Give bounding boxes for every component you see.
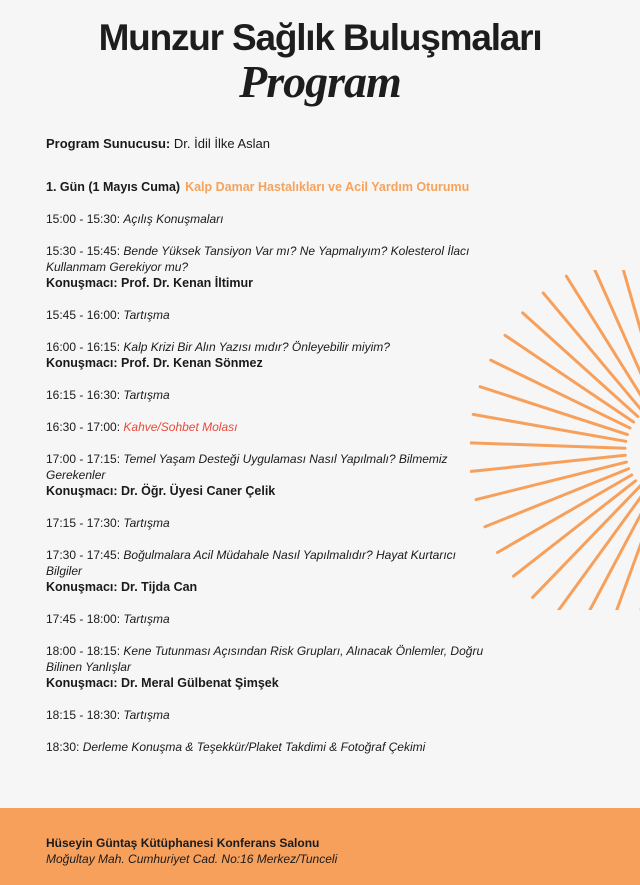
item-time: 18:00 - 18:15: [46, 644, 121, 658]
schedule-item [46, 387, 486, 403]
sunburst-ray [555, 490, 640, 610]
item-time: 17:30 - 17:45: [46, 548, 121, 562]
sunburst-ray [470, 443, 625, 448]
item-title: Açılış Konuşmaları [123, 212, 224, 226]
presenter-line [46, 136, 270, 152]
item-time: 16:30 - 17:00: [46, 420, 121, 434]
item-title: Bende Yüksek Tansiyon Var mı? Ne Yapmalıyım? Kolesterol İlacı Kullanmam Gerekiyor mu? [46, 244, 470, 274]
schedule-item [46, 515, 486, 531]
day-heading [46, 179, 469, 195]
item-time: 16:15 - 16:30: [46, 388, 121, 402]
item-speaker: Konuşmacı: Dr. Tijda Can [46, 580, 198, 594]
item-title-break: Kahve/Sohbet Molası [123, 420, 238, 434]
schedule-item [46, 211, 486, 227]
page-subtitle: Program [239, 56, 401, 107]
schedule-item [46, 707, 486, 723]
schedule-item [46, 419, 486, 435]
item-time: 17:00 - 17:15: [46, 452, 121, 466]
item-title: Kalp Krizi Bir Alın Yazısı mıdır? Önleyebilir miyim? [123, 340, 390, 354]
sunburst-ray [605, 497, 640, 610]
presenter-name: Dr. İdil İlke Aslan [173, 136, 270, 151]
item-title: Kene Tutunması Açısından Risk Grupları, Alınacak Önlemler, Doğru Bilinen Yanlışlar [46, 644, 484, 674]
item-time: 15:45 - 16:00: [46, 308, 121, 322]
schedule-item [46, 339, 486, 371]
venue-name: Hüseyin Güntaş Kütüphanesi Konferans Salonu [46, 836, 320, 850]
item-title: Temel Yaşam Desteği Uygulaması Nasıl Yapılmalı? Bilmemiz Gerekenler [46, 452, 448, 482]
item-time: 15:30 - 15:45: [46, 244, 121, 258]
schedule-item [46, 547, 486, 595]
item-title: Boğulmalara Acil Müdahale Nasıl Yapılmalıdır? Hayat Kurtarıcı Bilgiler [46, 548, 457, 578]
item-speaker: Konuşmacı: Dr. Öğr. Üyesi Caner Çelik [46, 484, 276, 498]
item-speaker: Konuşmacı: Prof. Dr. Kenan İltimur [46, 276, 253, 290]
schedule-item [46, 739, 486, 755]
session-title: Kalp Damar Hastalıkları ve Acil Yardım Oturumu [185, 180, 470, 194]
schedule-item [46, 611, 486, 627]
schedule-item [46, 307, 486, 323]
item-title: Tartışma [123, 708, 170, 722]
schedule-item [46, 643, 486, 691]
item-time: 17:45 - 18:00: [46, 612, 121, 626]
day-label: 1. Gün (1 Mayıs Cuma) [46, 180, 181, 194]
item-time: 18:15 - 18:30: [46, 708, 121, 722]
presenter-label: Program Sunucusu: [46, 136, 171, 151]
item-title: Derleme Konuşma & Teşekkür/Plaket Takdimi & Fotoğraf Çekimi [82, 740, 426, 754]
item-title: Tartışma [123, 516, 170, 530]
item-speaker: Konuşmacı: Dr. Meral Gülbenat Şimşek [46, 676, 279, 690]
sunburst-decoration [470, 270, 640, 610]
schedule-item [46, 243, 486, 291]
item-title: Tartışma [123, 388, 170, 402]
venue-address: Moğultay Mah. Cumhuriyet Cad. No:16 Merkez/Tunceli [46, 852, 338, 866]
item-title: Tartışma [123, 308, 170, 322]
item-time: 15:00 - 15:30: [46, 212, 121, 226]
sunburst-ray [618, 270, 640, 402]
item-speaker: Konuşmacı: Prof. Dr. Kenan Sönmez [46, 356, 263, 370]
item-time: 17:15 - 17:30: [46, 516, 121, 530]
venue-footer [0, 808, 640, 885]
item-time: 16:00 - 16:15: [46, 340, 121, 354]
schedule-list [46, 211, 486, 771]
sunburst-ray [566, 276, 640, 407]
schedule-item [46, 451, 486, 499]
page-title: Munzur Sağlık Buluşmaları [98, 17, 542, 58]
item-time: 18:30: [46, 740, 80, 754]
item-title: Tartışma [123, 612, 170, 626]
